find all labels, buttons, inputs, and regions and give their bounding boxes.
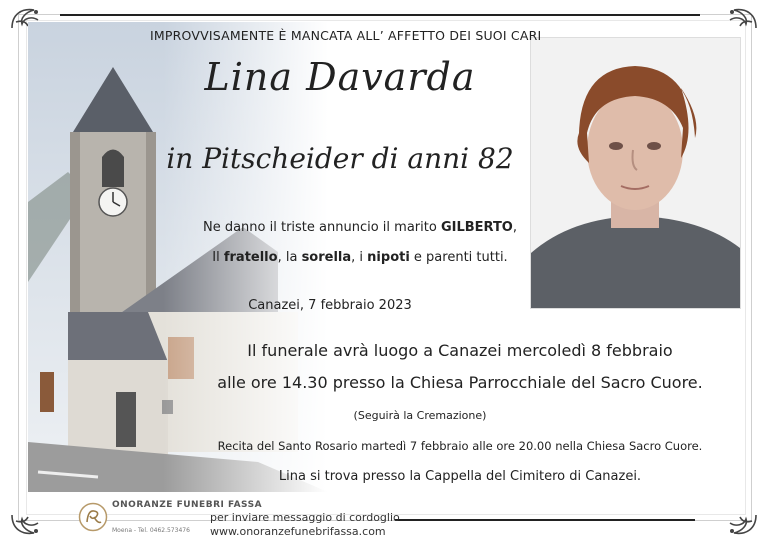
funeral-line-2: alle ore 14.30 presso la Chiesa Parrocchiale del Sacro Cuore. — [217, 373, 703, 392]
husband-name: GILBERTO — [440, 220, 513, 235]
corner-ornament-icon — [8, 511, 56, 539]
funeral-home-logo — [78, 502, 108, 532]
funeral-home-contact: Moena - Tel. 0462.573476 — [112, 527, 190, 534]
cremation-note: (Seguirà la Cremazione) — [353, 409, 487, 422]
announcement-text: Ne danno il triste annuncio il marito — [202, 220, 441, 235]
place-date: Canazei, 7 febbraio 2023 — [248, 298, 412, 313]
condolence-text: per inviare messaggio di cordoglio — [210, 511, 400, 524]
married-name-age: in Pitscheider di anni 82 — [166, 142, 514, 175]
relative-sister: sorella — [301, 250, 352, 265]
condolence-website-link[interactable]: www.onoranzefunebrifassa.com — [210, 525, 386, 538]
corner-ornament-icon — [712, 511, 760, 539]
announcement-text: , i — [351, 250, 368, 265]
chapel-note: Lina si trova presso la Cappella del Cimitero di Canazei. — [278, 469, 642, 484]
relative-brother: fratello — [223, 250, 278, 265]
top-rule — [60, 14, 700, 16]
bottom-rule — [395, 519, 695, 521]
announcement-text: , la — [277, 250, 302, 265]
portrait-photo — [531, 38, 740, 308]
intro-text: IMPROVVISAMENTE È MANCATA ALL’ AFFETTO DEI SUOI CARI — [150, 28, 542, 43]
funeral-line-1: Il funerale avrà luogo a Canazei mercoledì 8 febbraio — [247, 341, 673, 360]
deceased-name: Lina Davarda — [204, 55, 476, 99]
relative-nephews: nipoti — [367, 250, 410, 265]
announcement-punct: , — [512, 220, 518, 235]
funeral-home-name: ONORANZE FUNEBRI FASSA — [112, 500, 263, 510]
announcement-line-2 — [190, 250, 530, 265]
announcement-text: Il — [212, 250, 224, 265]
announcement-text: e parenti tutti. — [409, 250, 508, 265]
announcement-line-1 — [190, 220, 530, 235]
rosary-note: Recita del Santo Rosario martedì 7 febbraio alle ore 20.00 nella Chiesa Sacro Cuore. — [217, 439, 703, 453]
corner-ornament-icon — [712, 4, 760, 32]
